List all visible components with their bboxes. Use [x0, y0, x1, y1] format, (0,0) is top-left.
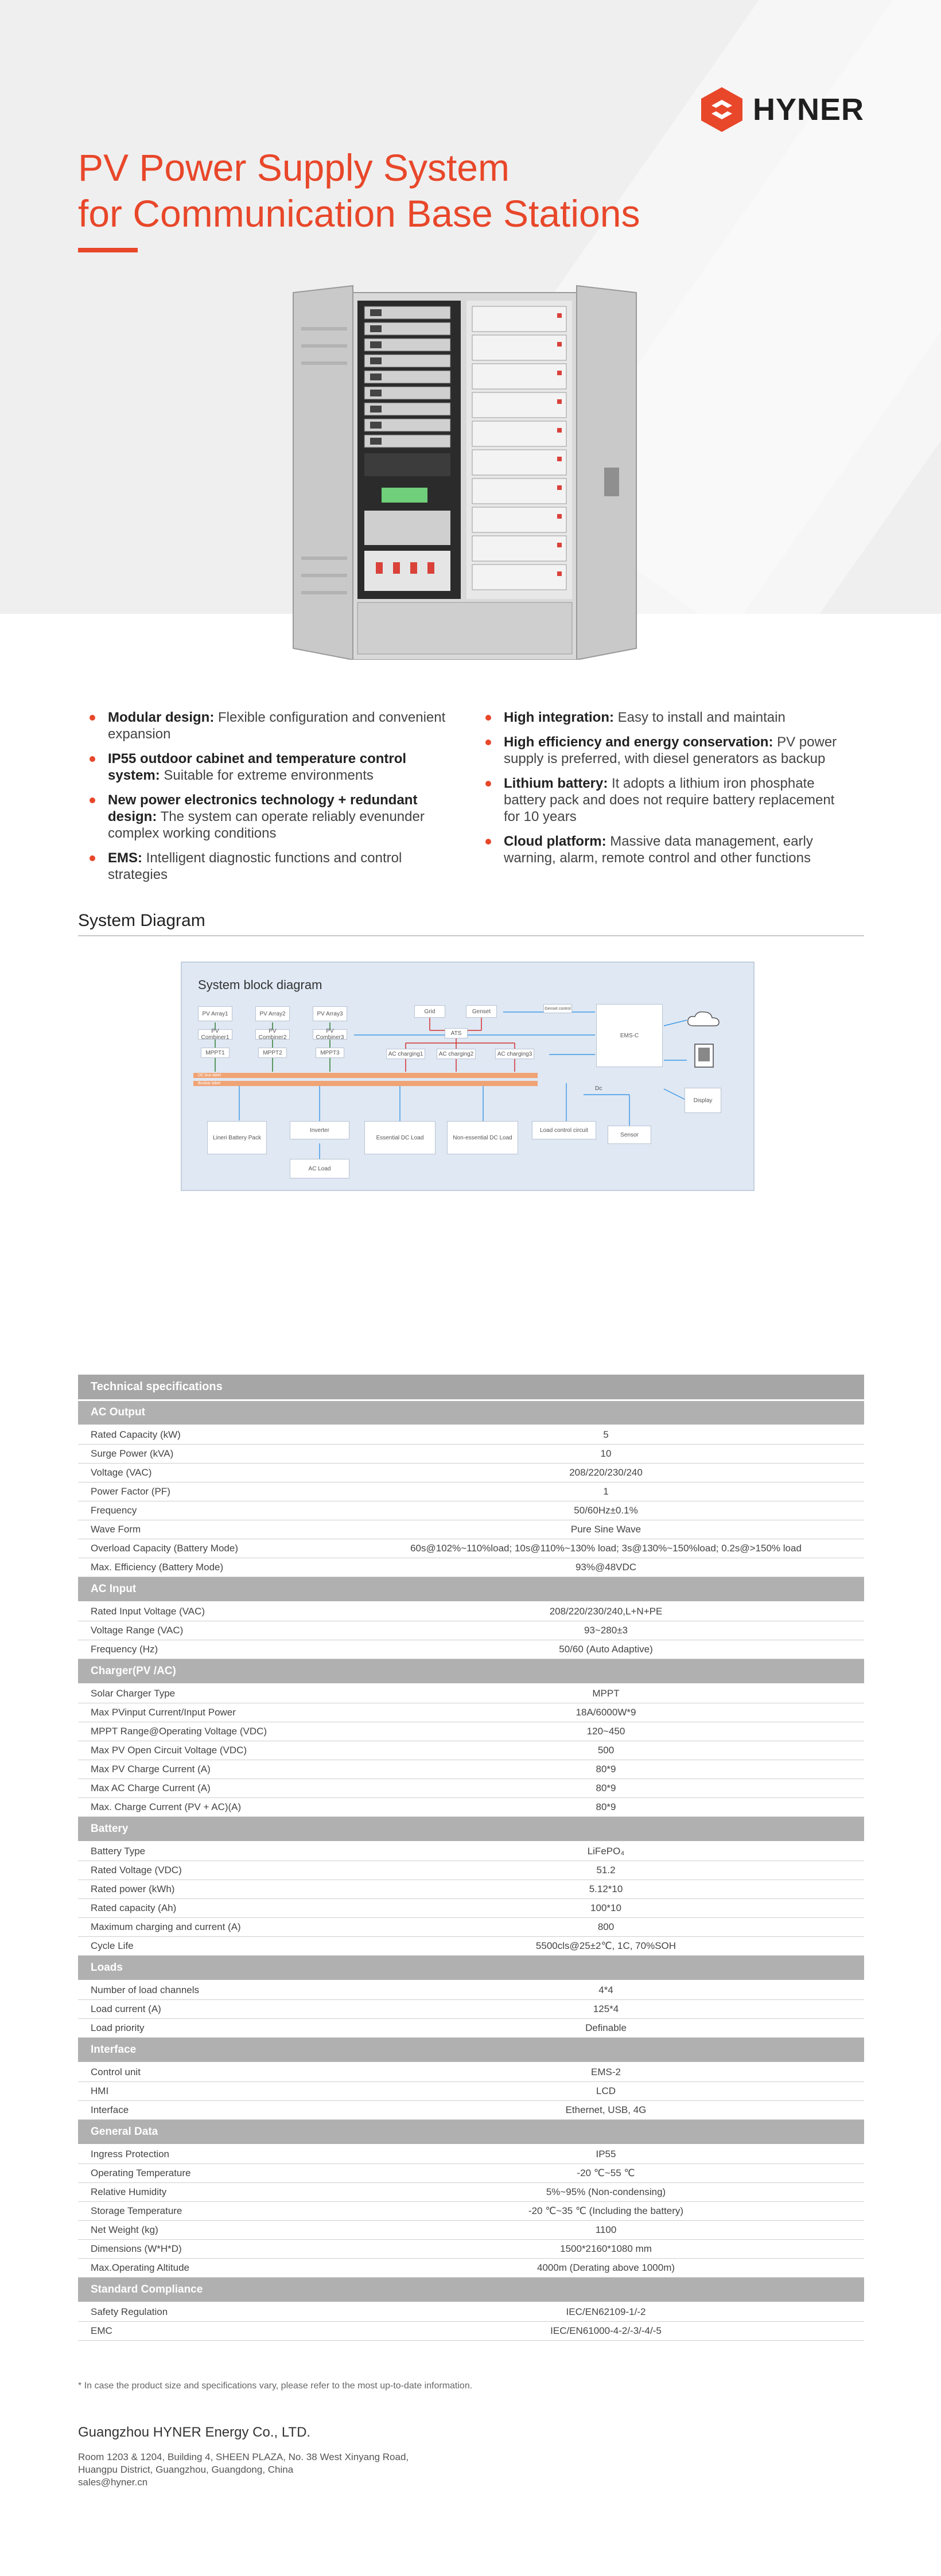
spec-value: LiFePO₄	[348, 1842, 864, 1861]
spec-row	[78, 2220, 864, 2239]
title-underline	[78, 248, 138, 252]
ems-controller: EMS-C	[596, 1004, 663, 1067]
spec-value: Definable	[348, 2018, 864, 2037]
spec-value: IEC/EN62109-1/-2	[348, 2302, 864, 2321]
spec-value: 4*4	[348, 1980, 864, 1999]
ats-box: ATS	[445, 1028, 468, 1038]
spec-row	[78, 1898, 864, 1917]
spec-value: 93%@48VDC	[348, 1558, 864, 1577]
title-line-1: PV Power Supply System	[78, 146, 510, 189]
spec-section-header	[78, 1400, 864, 1425]
spec-row	[78, 2163, 864, 2182]
spec-label: Wave Form	[78, 1520, 348, 1539]
spec-section-name: AC Output	[78, 1400, 864, 1425]
spec-row	[78, 1640, 864, 1659]
spec-label: Relative Humidity	[78, 2182, 348, 2201]
spec-value: 800	[348, 1917, 864, 1936]
spec-value: Ethernet, USB, 4G	[348, 2100, 864, 2119]
spec-label: Overload Capacity (Battery Mode)	[78, 1539, 348, 1558]
spec-label: Frequency (Hz)	[78, 1640, 348, 1659]
feature-item: High efficiency and energy conservation: PV power supply is preferred, with diesel generators as backup	[474, 734, 853, 767]
spec-label: Rated Capacity (kW)	[78, 1425, 348, 1444]
spec-row	[78, 2145, 864, 2163]
spec-row	[78, 2081, 864, 2100]
spec-value: 60s@102%~110%load; 10s@110%~130% load; 3s@130%~150%load; 0.2s@>150% load	[348, 1539, 864, 1558]
spec-value: 80*9	[348, 1779, 864, 1797]
spec-value: 80*9	[348, 1760, 864, 1779]
spec-row	[78, 1425, 864, 1444]
feature-item: IP55 outdoor cabinet and temperature control system: Suitable for extreme environments	[78, 750, 457, 784]
lithium-battery-pack-box: Lineri Battery Pack	[207, 1121, 267, 1154]
spec-section-header	[78, 1955, 864, 1980]
feature-item: EMS: Intelligent diagnostic functions and control strategies	[78, 850, 457, 883]
spec-row	[78, 1917, 864, 1936]
spec-value: 1500*2160*1080 mm	[348, 2239, 864, 2258]
address-line-1: Room 1203 & 1204, Building 4, SHEEN PLAZA, No. 38 West Xinyang Road,	[78, 2452, 409, 2462]
brand-logo[interactable]	[698, 86, 864, 133]
spec-row	[78, 2201, 864, 2220]
spec-row	[78, 2018, 864, 2037]
ac-charging-1: AC charging1	[386, 1049, 425, 1059]
spec-row	[78, 1684, 864, 1703]
feature-item: Modular design: Flexible configuration and convenient expansion	[78, 709, 457, 742]
cloud-icon	[686, 1010, 722, 1029]
spec-label: Frequency	[78, 1501, 348, 1520]
feature-list	[78, 709, 864, 882]
grid-box: Grid	[414, 1005, 445, 1018]
spec-row	[78, 1760, 864, 1779]
spec-row	[78, 1463, 864, 1482]
spec-label: Max AC Charge Current (A)	[78, 1779, 348, 1797]
monitor-device-icon	[694, 1043, 714, 1068]
spec-label: Ingress Protection	[78, 2145, 348, 2163]
spec-label: Safety Regulation	[78, 2302, 348, 2321]
pv-array-2: PV Array2	[255, 1006, 290, 1021]
spec-value: 500	[348, 1741, 864, 1760]
spec-label: EMC	[78, 2321, 348, 2340]
spec-row	[78, 1621, 864, 1640]
spec-section-name: Interface	[78, 2037, 864, 2063]
feature-column-left	[78, 709, 457, 891]
feature-item: Lithium battery: It adopts a lithium iron phosphate battery pack and does not require battery replacement for 10 years	[474, 775, 853, 825]
spec-row	[78, 1703, 864, 1722]
feature-item: New power electronics technology + redundant design: The system can operate reliably evenunder complex working conditions	[78, 792, 457, 842]
spec-label: Rated power (kWh)	[78, 1880, 348, 1898]
spec-value: 4000m (Derating above 1000m)	[348, 2258, 864, 2277]
pv-combiner-2: PV Combiner2	[255, 1029, 290, 1040]
pv-combiner-1: PV Combiner1	[198, 1029, 232, 1040]
spec-row	[78, 1444, 864, 1463]
spec-value: 1100	[348, 2220, 864, 2239]
cabinet-illustration	[290, 281, 640, 660]
spec-label: MPPT Range@Operating Voltage (VDC)	[78, 1722, 348, 1741]
system-diagram-heading: System Diagram	[78, 911, 205, 930]
feature-column-right	[474, 709, 853, 874]
system-block-diagram	[181, 962, 755, 1191]
ac-load-box: AC Load	[290, 1159, 349, 1178]
spec-row	[78, 1980, 864, 1999]
pv-array-1: PV Array1	[198, 1006, 232, 1021]
spec-value: 208/220/230/240	[348, 1463, 864, 1482]
busbar: Busbar label	[193, 1081, 538, 1086]
spec-section-name: General Data	[78, 2119, 864, 2145]
spec-section-name: AC Input	[78, 1577, 864, 1602]
spec-row	[78, 2100, 864, 2119]
spec-value: 120~450	[348, 1722, 864, 1741]
spec-value: 10	[348, 1444, 864, 1463]
technical-specifications-table	[78, 1375, 864, 2341]
spec-section-header	[78, 2037, 864, 2063]
ac-charging-2: AC charging2	[437, 1049, 476, 1059]
spec-label: Max. Charge Current (PV + AC)(A)	[78, 1797, 348, 1816]
spec-section-header	[78, 2119, 864, 2145]
title-line-2: for Communication Base Stations	[78, 192, 640, 235]
spec-title: Technical specifications	[78, 1375, 864, 1400]
spec-row	[78, 1558, 864, 1577]
spec-value: 93~280±3	[348, 1621, 864, 1640]
ac-charging-3: AC charging3	[495, 1049, 534, 1059]
spec-row	[78, 1602, 864, 1621]
spec-value: MPPT	[348, 1684, 864, 1703]
address-line-2: Huangpu District, Guangzhou, Guangdong, China	[78, 2464, 294, 2475]
spec-value: 50/60 (Auto Adaptive)	[348, 1640, 864, 1659]
spec-row	[78, 2182, 864, 2201]
spec-row	[78, 1741, 864, 1760]
spec-label: Interface	[78, 2100, 348, 2119]
spec-label: Rated capacity (Ah)	[78, 1898, 348, 1917]
spec-row	[78, 1999, 864, 2018]
spec-label: Load priority	[78, 2018, 348, 2037]
genset-box: Genset	[466, 1005, 497, 1018]
footnote: * In case the product size and specifications vary, please refer to the most up-to-date information.	[78, 2381, 473, 2391]
spec-row	[78, 1520, 864, 1539]
essential-dc-load-box: Essential DC Load	[364, 1121, 435, 1154]
hyner-hexagon-icon	[698, 86, 746, 133]
section-divider	[78, 935, 864, 936]
spec-value: 208/220/230/240,L+N+PE	[348, 1602, 864, 1621]
spec-label: Cycle Life	[78, 1936, 348, 1955]
spec-row	[78, 1861, 864, 1880]
spec-value: 125*4	[348, 1999, 864, 2018]
spec-label: Voltage Range (VAC)	[78, 1621, 348, 1640]
spec-label: Voltage (VAC)	[78, 1463, 348, 1482]
spec-section-name: Loads	[78, 1955, 864, 1980]
spec-section-header	[78, 1659, 864, 1684]
spec-row	[78, 1501, 864, 1520]
spec-section-header	[78, 1816, 864, 1842]
spec-label: Load current (A)	[78, 1999, 348, 2018]
spec-label: Maximum charging and current (A)	[78, 1917, 348, 1936]
feature-item: High integration: Easy to install and maintain	[474, 709, 853, 726]
pv-combiner-3: PV Combiner3	[313, 1029, 347, 1040]
spec-label: Solar Charger Type	[78, 1684, 348, 1703]
spec-row	[78, 2063, 864, 2081]
spec-label: Max PVinput Current/Input Power	[78, 1703, 348, 1722]
company-name: Guangzhou HYNER Energy Co., LTD.	[78, 2425, 311, 2440]
diagram-title: System block diagram	[198, 978, 322, 992]
spec-row	[78, 2258, 864, 2277]
spec-value: 5	[348, 1425, 864, 1444]
spec-section-header	[78, 2277, 864, 2302]
genset-control-box: Genset control	[543, 1004, 572, 1013]
spec-value: 51.2	[348, 1861, 864, 1880]
non-essential-dc-load-box: Non-essential DC Load	[447, 1121, 518, 1154]
spec-label: Control unit	[78, 2063, 348, 2081]
brand-name: HYNER	[752, 92, 864, 127]
dc-bus-bar: DC bus label	[193, 1073, 538, 1078]
spec-label: HMI	[78, 2081, 348, 2100]
spec-value: 18A/6000W*9	[348, 1703, 864, 1722]
spec-row	[78, 2302, 864, 2321]
spec-section-name: Charger(PV /AC)	[78, 1659, 864, 1684]
spec-label: Max PV Charge Current (A)	[78, 1760, 348, 1779]
spec-row	[78, 1936, 864, 1955]
spec-value: LCD	[348, 2081, 864, 2100]
company-address	[78, 2451, 409, 2489]
contact-email[interactable]: sales@hyner.cn	[78, 2477, 148, 2488]
spec-value: EMS-2	[348, 2063, 864, 2081]
mppt-3: MPPT3	[316, 1048, 344, 1058]
inverter-box: Inverter	[290, 1121, 349, 1139]
spec-section-name: Battery	[78, 1816, 864, 1842]
spec-value: 5%~95% (Non-condensing)	[348, 2182, 864, 2201]
spec-label: Number of load channels	[78, 1980, 348, 1999]
spec-label: Rated Voltage (VDC)	[78, 1861, 348, 1880]
spec-label: Rated Input Voltage (VAC)	[78, 1602, 348, 1621]
spec-value: 50/60Hz±0.1%	[348, 1501, 864, 1520]
spec-row	[78, 1842, 864, 1861]
spec-label: Operating Temperature	[78, 2163, 348, 2182]
spec-value: Pure Sine Wave	[348, 1520, 864, 1539]
spec-row	[78, 1482, 864, 1501]
spec-label: Max.Operating Altitude	[78, 2258, 348, 2277]
spec-row	[78, 1722, 864, 1741]
mppt-2: MPPT2	[258, 1048, 287, 1058]
spec-value: 1	[348, 1482, 864, 1501]
display-box: Display	[685, 1088, 721, 1113]
dc-label: Dc	[595, 1085, 602, 1092]
spec-row	[78, 1880, 864, 1898]
feature-item: Cloud platform: Massive data management, early warning, alarm, remote control and other functions	[474, 833, 853, 866]
spec-table-title	[78, 1375, 864, 1400]
spec-row	[78, 2239, 864, 2258]
spec-row	[78, 1797, 864, 1816]
spec-section-name: Standard Compliance	[78, 2277, 864, 2302]
spec-value: -20 ℃~35 ℃ (Including the battery)	[348, 2201, 864, 2220]
spec-label: Power Factor (PF)	[78, 1482, 348, 1501]
spec-value: 100*10	[348, 1898, 864, 1917]
spec-value: 80*9	[348, 1797, 864, 1816]
spec-value: 5500cls@25±2℃, 1C, 70%SOH	[348, 1936, 864, 1955]
spec-value: 5.12*10	[348, 1880, 864, 1898]
spec-section-header	[78, 1577, 864, 1602]
spec-label: Max. Efficiency (Battery Mode)	[78, 1558, 348, 1577]
page-title	[78, 145, 824, 236]
spec-label: Battery Type	[78, 1842, 348, 1861]
load-control-circuit-box: Load control circuit	[532, 1121, 596, 1139]
spec-row	[78, 2321, 864, 2340]
spec-label: Dimensions (W*H*D)	[78, 2239, 348, 2258]
spec-value: IEC/EN61000-4-2/-3/-4/-5	[348, 2321, 864, 2340]
mppt-1: MPPT1	[201, 1048, 230, 1058]
spec-label: Surge Power (kVA)	[78, 1444, 348, 1463]
spec-label: Net Weight (kg)	[78, 2220, 348, 2239]
spec-label: Storage Temperature	[78, 2201, 348, 2220]
spec-value: -20 ℃~55 ℃	[348, 2163, 864, 2182]
sensor-box: Sensor	[608, 1126, 651, 1144]
pv-array-3: PV Array3	[313, 1006, 347, 1021]
spec-row	[78, 1779, 864, 1797]
spec-value: IP55	[348, 2145, 864, 2163]
spec-label: Max PV Open Circuit Voltage (VDC)	[78, 1741, 348, 1760]
spec-row	[78, 1539, 864, 1558]
